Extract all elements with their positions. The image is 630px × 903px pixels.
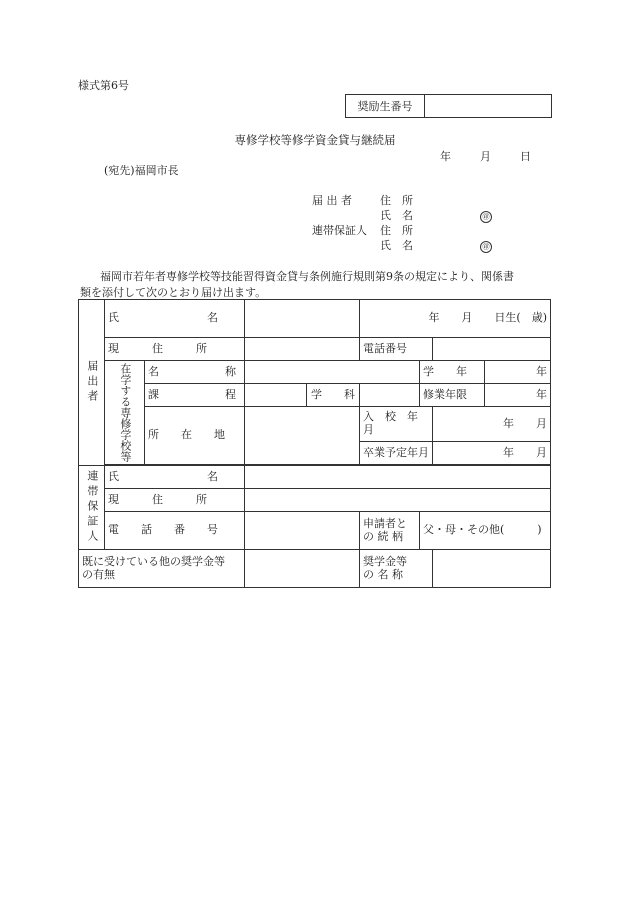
course-field[interactable] [245,384,307,407]
course-label: 課 程 [145,384,245,407]
date-line [440,151,531,162]
location-field[interactable] [245,407,360,465]
study-years-field[interactable]: 年 [485,384,551,407]
guarantor-name-label: 氏 名 [380,239,413,252]
phone-label: 電話番号 [360,338,433,361]
form-number: 様式第6号 [78,79,129,92]
location-label: 所 在 地 [145,407,245,465]
name-field[interactable] [245,300,360,338]
study-years-label: 修業年限 [420,384,485,407]
guarantor-group-label: 連帯保証人 [79,466,105,550]
applicant-block [312,195,520,255]
graduation-label: 卒業予定年月 [360,442,433,465]
notifier-name-label: 氏 名 [380,209,413,222]
date-year: 年 [440,150,451,163]
relation-label: 申請者と の 続 柄 [360,512,420,550]
enrolled-label: 入 校 年 月 [360,407,433,442]
scholarship-number-box [345,94,552,118]
phone-field[interactable] [433,338,551,361]
department-label: 学 科 [307,384,360,407]
school-group-label: 在学する専修学校等 [105,361,145,465]
grade-label: 学 年 [420,361,485,384]
scholarship-name-field[interactable] [433,550,551,588]
guarantor-seal-icon: ㊞ [480,241,492,253]
body-line-2: 類を添付して次のとおり届け出ます。 [80,286,267,299]
guarantor-label: 連帯保証人 [312,224,367,237]
address-field[interactable] [245,338,360,361]
scholarship-number-field[interactable] [425,95,551,117]
name-label: 氏 名 [105,300,245,338]
guarantor-phone-field[interactable] [245,512,360,550]
other-scholarship-label: 既に受けている他の奨学金等 の有無 [79,550,245,588]
guarantor-address-field[interactable] [245,489,551,512]
date-month: 月 [480,150,491,163]
guarantor-address-label: 現 住 所 [105,489,245,512]
document-title: 専修学校等修学資金貸与継続届 [234,133,396,147]
address-label: 現 住 所 [105,338,245,361]
guarantor-name-field[interactable] [245,466,551,489]
birth-date-field[interactable]: 年 月 日生( 歳) [360,300,551,338]
enrolled-field[interactable]: 年 月 [433,407,551,442]
addressee: (宛先)福岡市長 [104,164,179,177]
relation-field[interactable]: 父・母・その他( ) [420,512,551,550]
date-day: 日 [520,150,531,163]
notifier-seal-icon: ㊞ [480,211,492,223]
school-name-label: 名 称 [145,361,245,384]
guarantor-name-label: 氏 名 [105,466,245,489]
body-text [78,269,554,301]
body-line-1: 福岡市若年者専修学校等技能習得資金貸与条例施行規則第9条の規定により、関係書 [100,270,514,283]
graduation-field[interactable]: 年 月 [433,442,551,465]
department-field[interactable] [360,384,420,407]
school-name-field[interactable] [245,361,420,384]
notifier-group-label: 届出者 [79,300,105,466]
guarantor-phone-label: 電 話 番 号 [105,512,245,550]
notification-table [78,299,551,588]
grade-field[interactable]: 年 [485,361,551,384]
scholarship-name-label: 奨学金等 の 名 称 [360,550,433,588]
guarantor-address-label: 住 所 [380,224,413,237]
notifier-label: 届 出 者 [312,194,352,207]
notifier-address-label: 住 所 [380,194,413,207]
other-scholarship-field[interactable] [245,550,360,588]
scholarship-number-label: 奨励生番号 [346,95,425,117]
